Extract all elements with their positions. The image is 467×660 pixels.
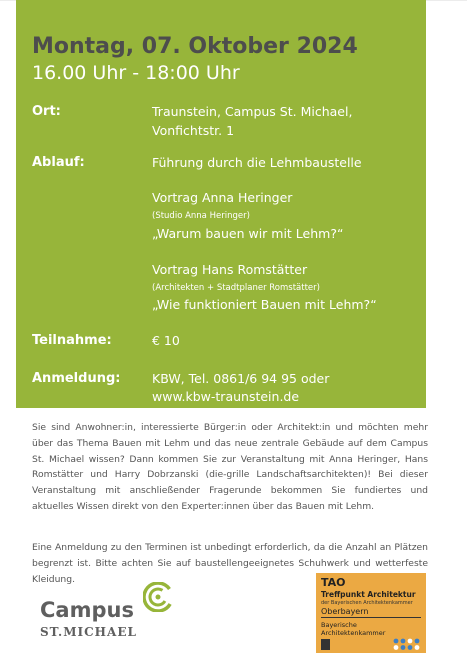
ort-value-line1: Traunstein, Campus St. Michael, xyxy=(152,104,353,119)
registration-note: Eine Anmeldung zu den Terminen ist unbedingt erforderlich, da die Anzahl an Plätzen begrenzt ist. Bitte achten Sie auf baustellengeeignetes Schuhwerk und wetterfeste Kleidung. xyxy=(32,542,428,585)
tao-logo-title: TAO xyxy=(321,576,346,589)
anmeldung-website: www.kbw-traunstein.de xyxy=(152,389,300,404)
campus-c-logo-icon xyxy=(143,582,173,612)
talk2-subtitle: (Architekten + Stadtplaner Romstätter) xyxy=(152,283,320,293)
campus-logo-sub: ST.MICHAEL xyxy=(40,625,137,639)
teilnahme-label: Teilnahme: xyxy=(32,333,112,348)
talk2-quote: „Wie funktioniert Bauen mit Lehm?“ xyxy=(152,297,377,312)
tao-logo xyxy=(316,573,426,653)
campus-logo-word: Campus xyxy=(40,598,134,622)
bavaria-emblem-icon xyxy=(321,639,330,650)
intro-paragraph: Sie sind Anwohner:in, interessierte Bürger:in oder Architekt:in und möchten mehr über das Thema Bauen mit Lehm und das neue zentrale Gebäude auf dem Campus St. Michael wissen? Dann kommen Sie zur Veranstaltung mit Anna Heringer, Hans Romstätter und Harry Dobrzanski (die-grille Landschaftsarchitekten)! Bei dieser Veranstaltung mit anschließender Fragerunde bekommen Sie fundiertes und aktuelles Wissen direkt von den Experter:innen über das Bauen mit Lehm. xyxy=(32,422,428,512)
tao-logo-line5: Architektenkammer xyxy=(321,629,386,637)
ort-value-line2: Vonfichtstr. 1 xyxy=(152,123,235,138)
talk1-quote: „Warum bauen wir mit Lehm?“ xyxy=(152,226,344,241)
ort-label: Ort: xyxy=(32,104,61,119)
event-date: Montag, 07. Oktober 2024 xyxy=(32,34,358,59)
anmeldung-phone: KBW, Tel. 0861/6 94 95 oder xyxy=(152,371,330,386)
ablauf-item-tour: Führung durch die Lehmbaustelle xyxy=(152,155,362,170)
anmeldung-label: Anmeldung: xyxy=(32,371,121,386)
talk2-title: Vortrag Hans Romstätter xyxy=(152,262,308,277)
tao-logo-divider xyxy=(321,617,421,618)
teilnahme-fee: € 10 xyxy=(152,333,180,348)
tao-logo-line4: Bayerische xyxy=(321,621,357,629)
blue-dots-icon xyxy=(392,637,422,651)
event-time: 16.00 Uhr - 18:00 Uhr xyxy=(32,62,240,84)
tao-logo-line3: Oberbayern xyxy=(321,607,369,616)
talk1-subtitle: (Studio Anna Heringer) xyxy=(152,211,250,221)
tao-logo-line1: Treffpunkt Architektur xyxy=(321,590,416,599)
tao-logo-line2: der Bayerischen Architektenkammer xyxy=(321,600,413,606)
ablauf-label: Ablauf: xyxy=(32,155,85,170)
talk1-title: Vortrag Anna Heringer xyxy=(152,190,293,205)
